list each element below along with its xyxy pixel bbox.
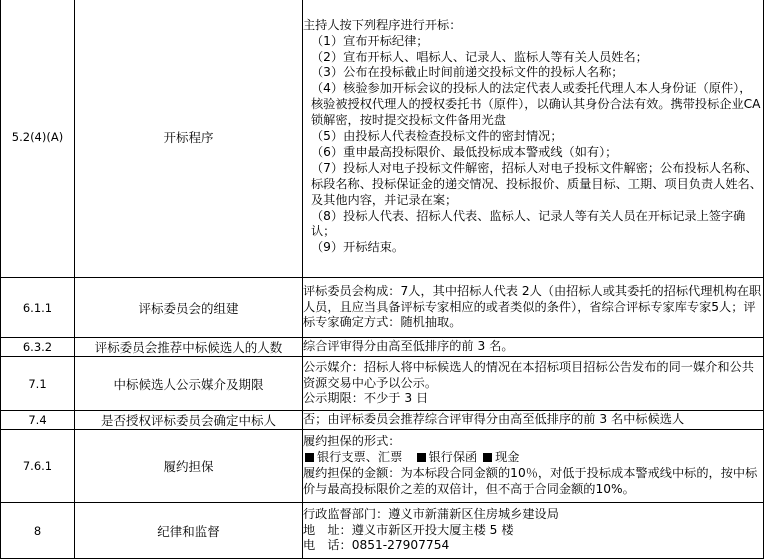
content-line: （6）重申最高投标限价、最低投标成本警戒线（如有）；: [311, 144, 618, 159]
clause-number: 8: [1, 503, 75, 559]
filled-square-icon: [483, 453, 492, 462]
content-line: 行政监督部门：遵义市新蒲新区住房城乡建设局: [303, 506, 559, 521]
clause-number: 5.2(4)(A): [1, 0, 75, 278]
content-line: （9）开标结束。: [311, 240, 405, 255]
content-line: （3）公布在投标截止时间前递交投标文件的投标人名称；: [311, 65, 624, 80]
content-line: 履约担保的形式：: [303, 434, 401, 449]
clause-number: 6.3.2: [1, 338, 75, 357]
table-row: [1, 357, 764, 411]
table-row: [1, 0, 764, 278]
content-line: （1）宣布开标纪律；: [311, 33, 429, 48]
item-content: [303, 503, 764, 559]
content-line: （8）投标人代表、招标人代表、监标人、记录人等有关人员在开标记录上签字确认；: [311, 208, 746, 239]
item-name: 是否授权评标委员会确定中标人: [75, 411, 303, 430]
item-name: 中标候选人公示媒介及期限: [75, 357, 303, 411]
content-line: （7）投标人对电子投标文件解密，招标人对电子投标文件解密；公布投标人名称、标段名称、投标保证金的递交情况、投标报价、质量目标、工期、项目负责人姓名、及其他内容，并记录在案；: [311, 160, 762, 207]
table-row: [1, 503, 764, 559]
content-line: 电 话：0851-27907754: [303, 538, 450, 553]
guarantee-options: [303, 450, 763, 466]
item-name: 评标委员会推荐中标候选人的人数: [75, 338, 303, 357]
content-line: （4）核验参加开标会议的投标人的法定代表人或委托代理人本人身份证（原件），核验被授权代理人的授权委托书（原件），以确认其身份合法有效。携带投标企业CA锁解密，按时提交投标文件备用光盘: [311, 81, 761, 128]
content-line: 综合评审得分由高至低排序的前 3 名。: [303, 339, 514, 354]
guarantee-option: 银行保函: [428, 450, 478, 465]
item-name: 开标程序: [75, 0, 303, 278]
clause-number: 7.6.1: [1, 430, 75, 503]
item-name: 评标委员会的组建: [75, 278, 303, 338]
content-line: （5）由投标人代表检查投标文件的密封情况；: [311, 129, 563, 144]
item-content: [303, 0, 764, 278]
item-name: 纪律和监督: [75, 503, 303, 559]
content-line: 履约担保的金额：为本标段合同金额的10％，对低于投标成本警戒线中标的，按中标价与最高投标限价之差的双倍计，但不高于合同金额的10%。: [303, 466, 758, 496]
table-row: [1, 338, 764, 357]
table-row: [1, 278, 764, 338]
item-content: [303, 430, 764, 503]
content-line: 评标委员会构成：7人，其中招标人代表 2人（由招标人或其委托的招标代理机构在职人员，且应当具备评标专家相应的或者类似的条件），省综合评标专家库专家5人；评标专家确定方式：随机抽取。: [303, 283, 762, 330]
content-line: 公示期限：不少于 3 日: [303, 391, 429, 406]
item-content: [303, 278, 764, 338]
content-line: （2）宣布开标人、唱标人、记录人、监标人等有关人员姓名；: [311, 49, 648, 64]
guarantee-option: 银行支票、汇票: [317, 450, 403, 465]
content-line: 地 址：遵义市新区开投大厦主楼 5 楼: [303, 522, 514, 537]
item-content: [303, 357, 764, 411]
table-row: [1, 430, 764, 503]
filled-square-icon: [305, 453, 314, 462]
clause-number: 7.4: [1, 411, 75, 430]
content-line: 公示媒介：招标人将中标候选人的情况在本招标项目招标公告发布的同一媒介和公共资源交易中心予以公示。: [303, 359, 754, 390]
content-line: 主持人按下列程序进行开标：: [303, 17, 462, 32]
item-content: [303, 411, 764, 430]
clause-number: 6.1.1: [1, 278, 75, 338]
filled-square-icon: [417, 453, 426, 462]
item-content: [303, 338, 764, 357]
table-row: [1, 411, 764, 430]
item-name: 履约担保: [75, 430, 303, 503]
clause-number: 7.1: [1, 357, 75, 411]
guarantee-option: 现金: [495, 450, 520, 465]
content-line: 否；由评标委员会推荐综合评审得分由高至低排序的前 3 名中标候选人: [303, 412, 685, 427]
